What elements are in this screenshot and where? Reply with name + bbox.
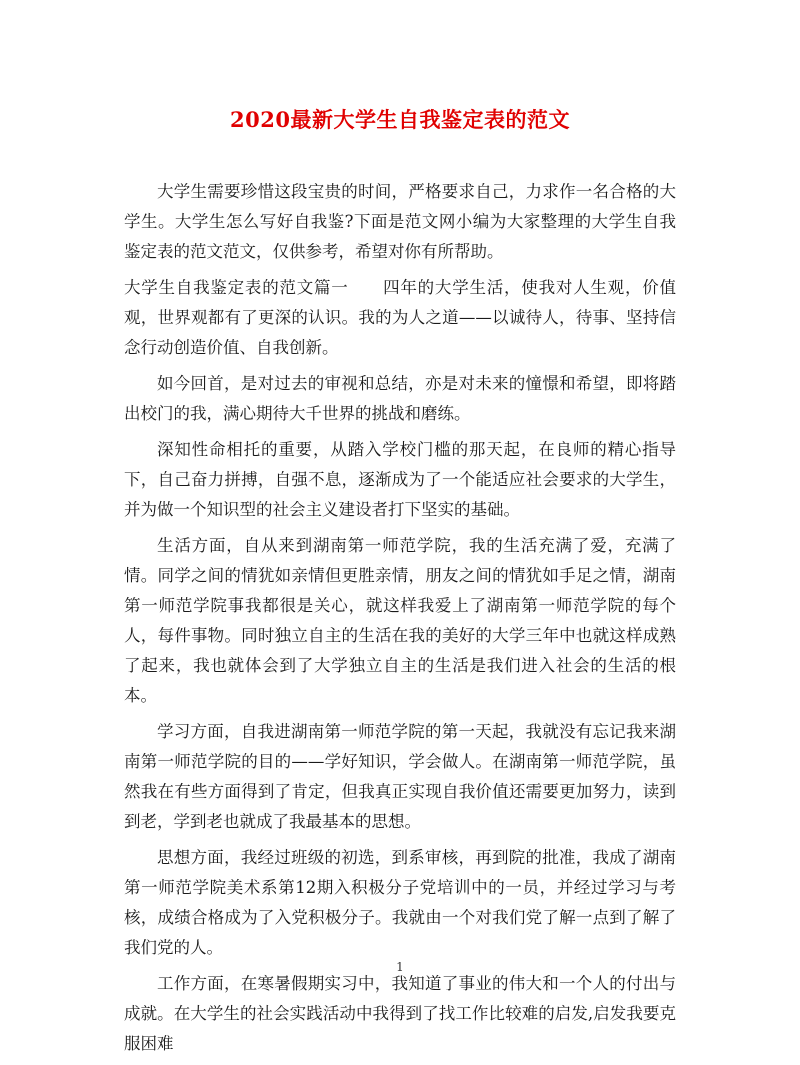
page-number: 1	[396, 960, 404, 974]
paragraph-intro: 大学生需要珍惜这段宝贵的时间，严格要求自己，力求作一名合格的大学生。大学生怎么写好自我鉴?下面是范文网小编为大家整理的大学生自我鉴定表的范文范文，仅供参考，希望对你有所帮助。	[124, 182, 676, 261]
document-title: 2020最新大学生自我鉴定表的范文	[230, 107, 570, 132]
paragraph-work: 工作方面，在寒暑假期实习中，我知道了事业的伟大和一个人的付出与成就。在大学生的社会实践活动中我得到了找工作比较难的启发,启发我要克服困难	[124, 974, 676, 1053]
paragraph-study: 学习方面，自我进湖南第一师范学院的第一天起，我就没有忘记我来湖南第一师范学院的目的——学好知识，学会做人。在湖南第一师范学院，虽然我在有些方面得到了肯定，但我真正实现自我价值还需要更加努力，读到到老，学到老也就成了我最基本的思想。	[124, 722, 676, 831]
paragraph-responsibility: 深知性命相托的重要，从踏入学校门槛的那天起，在良师的精心指导下，自己奋力拼搏，自强不息，逐渐成为了一个能适应社会要求的大学生，并为做一个知识型的社会主义建设者打下坚实的基础。	[124, 440, 676, 519]
document-body	[124, 177, 676, 1065]
paragraph-life: 生活方面，自从来到湖南第一师范学院，我的生活充满了爱，充满了情。同学之间的情犹如亲情但更胜亲情，朋友之间的情犹如手足之情，湖南第一师范学院事我都很是关心，就这样我爱上了湖南第一师范学院的每个人，每件事物。同时独立自主的生活在我的美好的大学三年中也就这样成熟了起来，我也就体会到了大学独立自主的生活是我们进入社会的生活的根本。	[124, 536, 676, 705]
paragraph-looking-back: 如今回首，是对过去的审视和总结，亦是对未来的憧憬和希望，即将踏出校门的我，满心期待大千世界的挑战和磨练。	[124, 374, 676, 423]
paragraph-section-one: 大学生自我鉴定表的范文篇一 四年的大学生活，使我对人生观，价值观，世界观都有了更深的认识。我的为人之道——以诚待人，待事、坚持信念行动创造价值、自我创新。	[124, 278, 676, 357]
paragraph-thought: 思想方面，我经过班级的初选，到系审核，再到院的批准，我成了湖南第一师范学院美术系第12期入积极分子党培训中的一员，并经过学习与考核，成绩合格成为了入党积极分子。我就由一个对我们党了解一点到了解了我们党的人。	[124, 848, 676, 957]
